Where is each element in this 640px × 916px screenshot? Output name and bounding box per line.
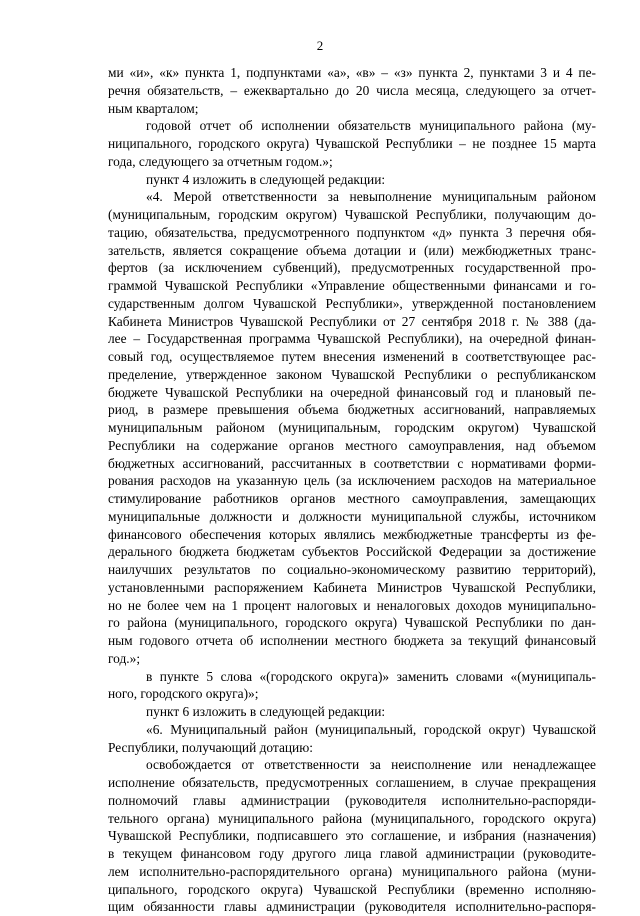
text-line: ного, городского округа)»; — [108, 686, 259, 702]
text-line: лее – Государственная программа Чувашской Республики), на очередной финан- — [108, 331, 596, 347]
text-line: финансового обеспечения которых являлись межбюджетные трансферты из фе- — [108, 526, 596, 542]
text-line: дерального бюджета бюджетам субъектов Российской Федерации за достижение — [108, 544, 596, 560]
text-line: тацию, обязательства, предусмотренного подпунктом «д» пункта 3 перечня обя- — [108, 224, 596, 240]
text-line: годовой отчет об исполнении обязательств муниципального района (му- — [146, 118, 596, 134]
text-line: щим обязанности главы администрации (руководителя исполнительно-распоря- — [108, 899, 596, 915]
text-line: года, следующего за отчетным годом.»; — [108, 153, 333, 169]
document-body — [108, 64, 596, 916]
text-line: Чувашской Республики, подписавшего это соглашение, и избрания (назначения) — [108, 828, 596, 844]
text-line: ным кварталом; — [108, 100, 199, 116]
text-line: лем исполнительно-распорядительного органа) муниципального района (муни- — [108, 863, 596, 879]
text-line: год.»; — [108, 650, 141, 666]
text-line: пункт 6 изложить в следующей редакции: — [146, 704, 386, 719]
text-line: речня обязательств, – ежеквартально до 20 числа месяца, следующего за отчет- — [108, 82, 596, 98]
text-line: Республики на содержание органов местного самоуправления, над объемом — [108, 437, 596, 453]
text-line: рования расходов на указанную цель (за исключением расходов на материальное — [108, 473, 596, 489]
text-line: в пункте 5 слова «(городского округа)» заменить словами «(муниципаль- — [146, 668, 596, 684]
text-line: освобождается от ответственности за неисполнение или ненадлежащее — [146, 757, 596, 773]
text-line: зательств, является сокращение объема дотации и (или) межбюджетных транс- — [108, 242, 596, 258]
text-line: (муниципальным, городским округом) Чувашской Республики, получающим до- — [108, 207, 596, 222]
text-line: го района (муниципального, городского округа) Чувашской Республики по дан- — [108, 615, 596, 631]
text-line: «6. Муниципальный район (муниципальный, городской округ) Чувашской — [146, 721, 596, 737]
text-line: стимулирование работников органов местного самоуправления, замещающих — [108, 491, 596, 506]
text-line: «4. Мерой ответственности за невыполнение муниципальным районом — [146, 189, 596, 205]
text-line: но не более чем на 1 процент налоговых и неналоговых доходов муниципально- — [108, 597, 596, 613]
text-line: исполнение обязательств, предусмотренных соглашением, в случае прекращения — [108, 775, 596, 790]
text-line: бюджете Чувашской Республики на очередной финансовый год и плановый пе- — [108, 384, 596, 400]
text-line: граммой Чувашской Республики «Управление общественными финансами и го- — [108, 278, 596, 293]
text-line: фертов (за исключением субвенций), предусмотренных государственной про- — [108, 260, 596, 276]
text-line: наилучших результатов по социально-экономическому развитию территорий), — [108, 562, 596, 577]
text-line: сударственным долгом Чувашской Республики», утвержденной постановлением — [108, 295, 596, 311]
text-line: совый год, осуществляемое путем внесения изменений в соответствующее рас- — [108, 349, 596, 364]
text-line: Республики, получающий дотацию: — [108, 739, 313, 755]
text-line: Кабинета Министров Чувашской Республики от 27 сентября 2018 г. № 388 (да- — [108, 313, 596, 329]
text-line: ниципального, городского округа) Чувашской Республики – не позднее 15 марта — [108, 136, 596, 151]
text-line: ми «и», «к» пункта 1, подпунктами «а», «в» – «з» пункта 2, пунктами 3 и 4 пе- — [108, 65, 596, 80]
text-line: пределение, утвержденное законом Чувашской Республики о республиканском — [108, 366, 596, 382]
text-line: в текущем финансовом году другого лица главой администрации (руководите- — [108, 846, 596, 861]
text-line: ным годового отчета об исполнении местного бюджета за текущий финансовый — [108, 633, 596, 648]
text-line: полномочий главы администрации (руководителя исполнительно-распоряди- — [108, 792, 596, 808]
text-line: риод, в размере превышения объема бюджетных ассигнований, направляемых — [108, 402, 596, 418]
text-line: муниципальным районом (муниципальным, городским округом) Чувашской — [108, 420, 596, 435]
text-line: ципального, городского округа) Чувашской Республики (временно исполняю- — [108, 881, 596, 897]
page-number: 2 — [316, 38, 324, 53]
text-line: бюджетных ассигнований, рассчитанных в соответствии с нормативами форми- — [108, 455, 596, 471]
text-line: пункт 4 изложить в следующей редакции: — [146, 171, 386, 187]
text-line: муниципальные должности и должности муниципальной службы, источником — [108, 508, 596, 524]
text-line: установленными распоряжением Кабинета Министров Чувашской Республики, — [108, 579, 596, 595]
text-line: тельного органа) муниципального района (муниципального, городского округа) — [108, 810, 596, 826]
